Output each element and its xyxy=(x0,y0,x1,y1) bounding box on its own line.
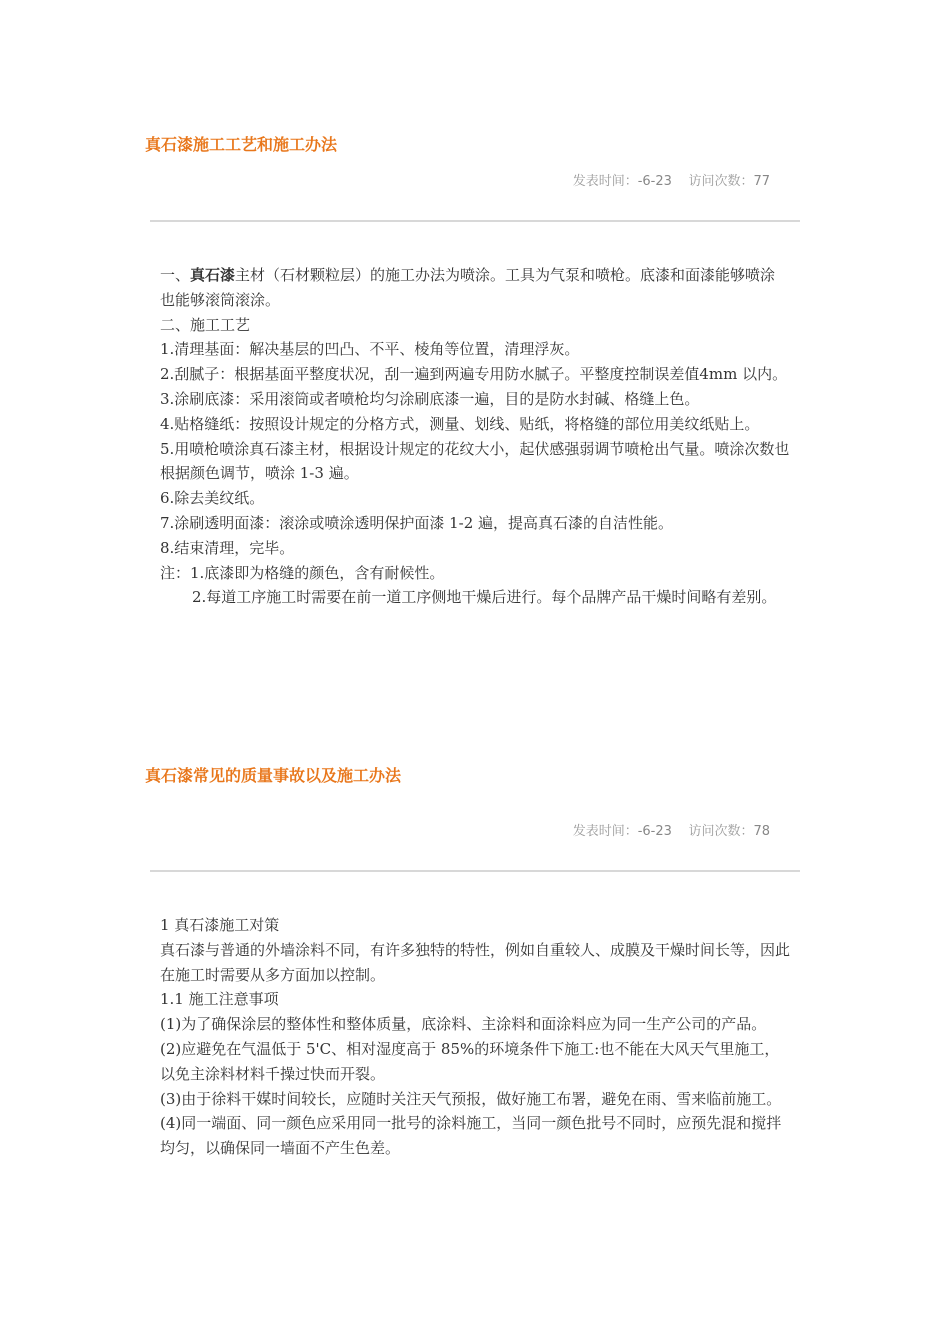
view-count: 78 xyxy=(753,824,770,839)
paragraph: 2.刮腻子：根据基面平整度状况，刮一遍到两遍专用防水腻子。平整度控制误差值4mm 以内。 xyxy=(160,365,788,384)
paragraph: 6.除去美纹纸。 xyxy=(160,489,265,508)
paragraph: 5.用喷枪喷涂真石漆主材，根据设计规定的花纹大小，起伏感强弱调节喷枪出气量。喷涂次数也根据颜色调节，喷涂 1-3 遍。 xyxy=(160,439,790,483)
article-body xyxy=(160,913,790,1161)
paragraph: 注：1.底漆即为格缝的颜色，含有耐候性。 xyxy=(160,563,445,582)
paragraph: 3.涂刷底漆：采用滚筒或者喷枪均匀涂刷底漆一遍，目的是防水封碱、格缝上色。 xyxy=(160,389,700,408)
article-meta xyxy=(573,170,770,189)
article-title[interactable]: 真石漆常见的质量事故以及施工办法 xyxy=(145,766,402,785)
paragraph: 1.清理基面：解决基层的凹凸、不平、棱角等位置，清理浮灰。 xyxy=(160,340,580,359)
paragraph: 8.结束清理，完毕。 xyxy=(160,538,295,557)
view-count-label: 访问次数： xyxy=(688,174,754,189)
paragraph: 4.贴格缝纸：按照设计规定的分格方式，测量、划线、贴纸，将格缝的部位用美纹纸贴上。 xyxy=(160,414,760,433)
view-count: 77 xyxy=(753,174,770,189)
publish-date: -6-23 xyxy=(637,174,672,189)
paragraph: (3)由于徐料干媒时间较长，应随时关注天气预报，做好施工布署，避免在雨、雪来临前施工。 xyxy=(160,1089,782,1108)
paragraph: (2)应避免在气温低于 5'C、相对湿度高于 85%的环境条件下施工:也不能在大风天气里施工，以免主涂料材料千操过快而开裂。 xyxy=(160,1039,780,1083)
article-meta xyxy=(573,820,770,839)
paragraph: 真石漆与普通的外墙涂料不同，有许多独特的特性，例如自重较人、成膜及干燥时间长等，因此在施工时需要从多方面加以控制。 xyxy=(160,940,791,984)
paragraph: (4)同一端面、同一颜色应采用同一批号的涂料施工，当同一颜色批号不同时，应预先混和搅拌均匀，以确保同一墙面不产生色差。 xyxy=(160,1114,782,1158)
paragraph: 2.每道工序施工时需要在前一道工序侧地干燥后进行。每个品牌产品干燥时间略有差别。 xyxy=(192,588,777,607)
view-count-label: 访问次数： xyxy=(688,824,754,839)
publish-date-label: 发表时间： xyxy=(572,174,638,189)
paragraph: 一、真石漆主材（石材颗粒层）的施工办法为喷涂。工具为气泵和喷枪。底漆和面漆能够喷涂也能够滚筒滚涂。 xyxy=(160,266,776,309)
publish-date: -6-23 xyxy=(637,824,672,839)
paragraph: 二、施工工艺 xyxy=(160,315,251,334)
publish-date-label: 发表时间： xyxy=(572,824,638,839)
paragraph: 7.涂刷透明面漆：滚涂或喷涂透明保护面漆 1-2 遍，提高真石漆的自洁性能。 xyxy=(160,513,674,532)
paragraph: (1)为了确保涂层的整体性和整体质量，底涂料、主涂料和面涂料应为同一生产公司的产品。 xyxy=(160,1015,767,1034)
divider xyxy=(150,220,800,222)
article-body xyxy=(160,263,790,610)
divider xyxy=(150,870,800,872)
paragraph: 1.1 施工注意事项 xyxy=(160,990,279,1009)
article-title[interactable]: 真石漆施工工艺和施工办法 xyxy=(145,135,338,154)
paragraph: 1 真石漆施工对策 xyxy=(160,916,280,934)
